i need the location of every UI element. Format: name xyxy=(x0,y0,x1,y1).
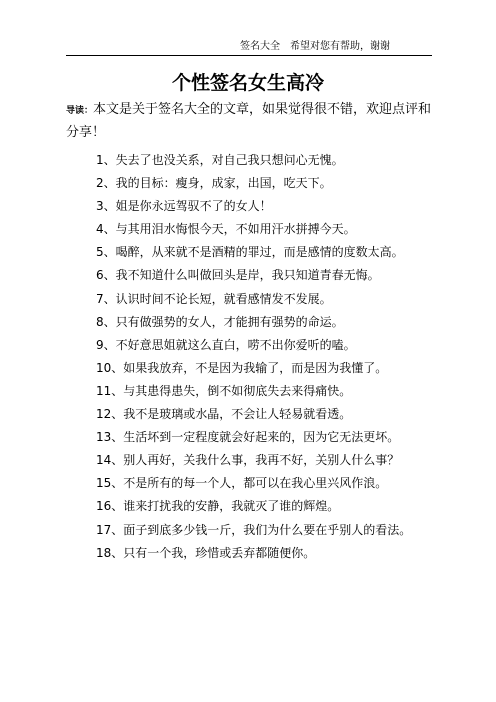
list-item: 8、只有做强势的女人，才能拥有强势的命运。 xyxy=(96,314,344,329)
list-item: 18、只有一个我，珍惜或丢弃都随便你。 xyxy=(96,545,316,560)
list-item: 3、姐是你永远驾驭不了的女人！ xyxy=(96,199,272,214)
list-item: 12、我不是玻璃或水晶，不会让人轻易就看透。 xyxy=(96,407,352,422)
list-item: 2、我的目标：瘦身，成家，出国，吃天下。 xyxy=(96,176,332,191)
intro-paragraph xyxy=(66,99,434,144)
list-item: 11、与其患得患失，倒不如彻底失去来得痛快。 xyxy=(96,383,352,398)
list-item: 1、失去了也没关系，对自己我只想问心无愧。 xyxy=(96,153,344,167)
page-header: 签名大全 希望对您有帮助，谢谢 xyxy=(240,41,390,52)
list-item: 16、谁来打扰我的安静，我就灭了谁的辉煌。 xyxy=(96,499,340,514)
list-item: 6、我不知道什么叫做回头是岸，我只知道青春无悔。 xyxy=(96,268,380,283)
intro-text: 本文是关于签名大全的文章，如果觉得很不错，欢迎点评和分享！ xyxy=(66,102,432,140)
list-item: 4、与其用泪水悔恨今天，不如用汗水拼搏今天。 xyxy=(96,222,356,237)
list-item: 14、别人再好，关我什么事，我再不好，关别人什么事？ xyxy=(96,453,400,468)
list-item: 7、认识时间不论长短，就看感情发不发展。 xyxy=(96,291,332,306)
list-item: 13、生活坏到一定程度就会好起来的，因为它无法更坏。 xyxy=(96,430,400,445)
document-title: 个性签名女生高冷 xyxy=(171,72,324,94)
list-item: 15、不是所有的每一个人，都可以在我心里兴风作浪。 xyxy=(96,476,388,491)
header-divider xyxy=(66,55,432,56)
intro-label: 导读： xyxy=(66,106,94,116)
signature-list xyxy=(96,152,411,568)
list-item: 17、面子到底多少钱一斤，我们为什么要在乎别人的看法。 xyxy=(96,522,412,537)
list-item: 10、如果我放弃，不是因为我输了，而是因为我懂了。 xyxy=(96,360,388,375)
list-item: 5、喝醉，从来就不是酒精的罪过，而是感情的度数太高。 xyxy=(96,245,404,260)
list-item: 9、不好意思姐就这么直白，唠不出你爱听的嗑。 xyxy=(96,337,356,352)
